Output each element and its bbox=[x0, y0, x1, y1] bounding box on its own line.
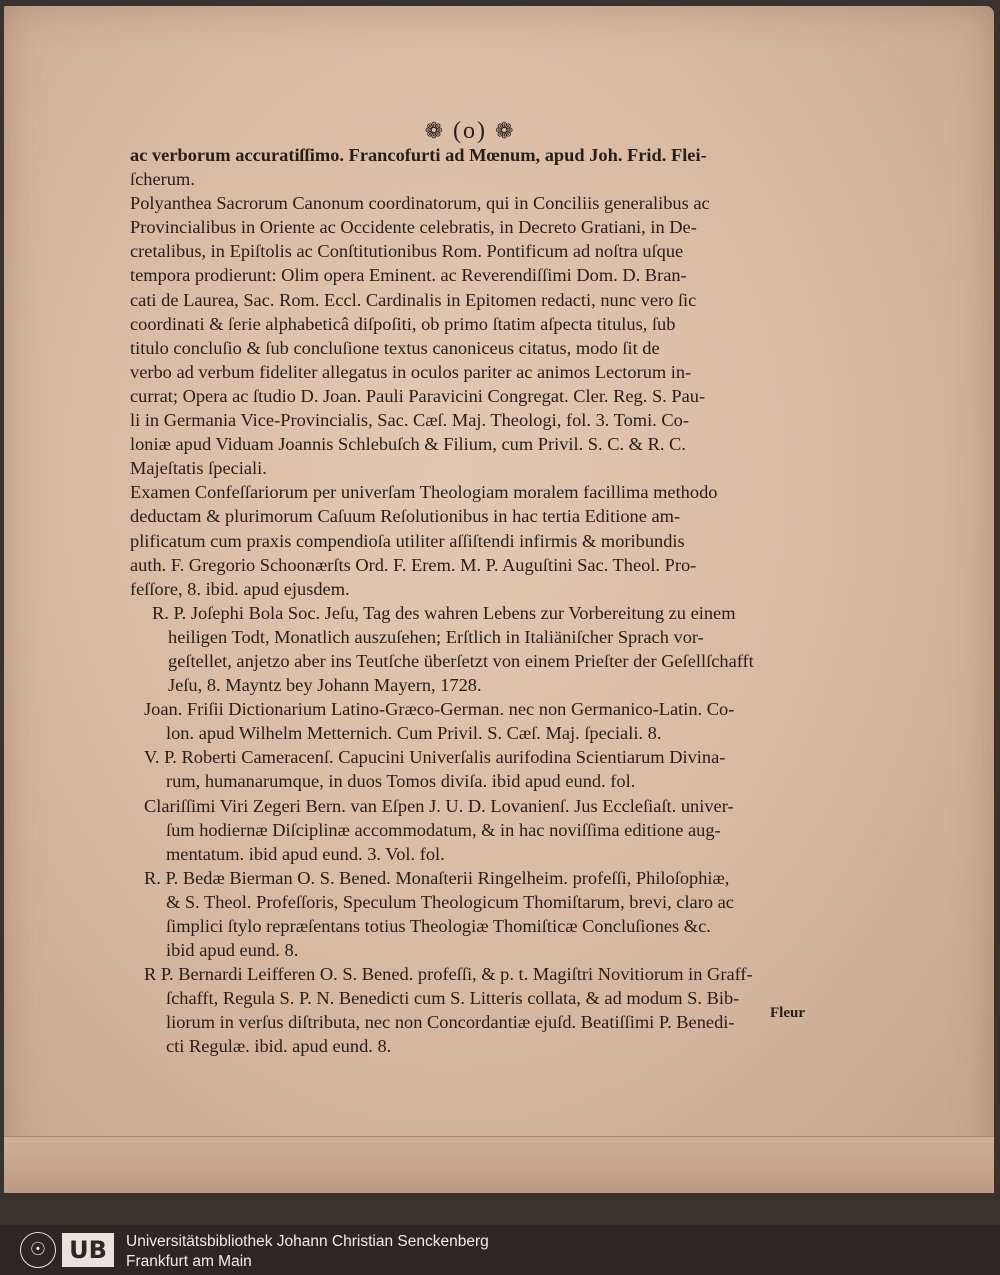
text-line: cretalibus, in Epiſtolis ac Conſtitutionibus Rom. Pontificum ad noſtra uſque bbox=[130, 241, 684, 262]
text-line: loniæ apud Viduam Joannis Schlebuſch & Filium, cum Privil. S. C. & R. C. bbox=[130, 434, 686, 455]
text-line: lon. apud Wilhelm Metternich. Cum Privil. S. Cæſ. Maj. ſpeciali. 8. bbox=[166, 723, 662, 744]
text-line: ſchafft, Regula S. P. N. Benedicti cum S. Litteris collata, & ad modum S. Bib- bbox=[166, 988, 740, 1009]
text-line: R. P. Joſephi Bola Soc. Jeſu, Tag des wahren Lebens zur Vorbereitung zu einem bbox=[152, 602, 736, 623]
text-line: Polyanthea Sacrorum Canonum coordinatorum, qui in Conciliis generalibus ac bbox=[130, 193, 710, 214]
text-line: Clariſſimi Viri Zegeri Bern. van Eſpen J. U. D. Lovanienſ. Jus Eccleſiaſt. univer- bbox=[144, 795, 734, 816]
text-line: Joan. Friſii Dictionarium Latino-Græco-German. nec non Germanico-Latin. Co- bbox=[144, 699, 735, 720]
text-line: liorum in verſus diſtributa, nec non Concordantiæ ejuſd. Beatiſſimi P. Benedi- bbox=[166, 1012, 735, 1033]
library-name[interactable] bbox=[126, 1232, 489, 1272]
library-logo[interactable] bbox=[20, 1231, 115, 1269]
text-line: tempora prodierunt: Olim opera Eminent. ac Reverendiſſimi Dom. D. Bran- bbox=[130, 265, 687, 286]
text-line: ſum hodiernæ Diſciplinæ accommodatum, & in hac noviſſima editione aug- bbox=[166, 819, 721, 840]
text-line: ac verborum accuratiſſimo. Francofurti ad Mœnum, apud Joh. Frid. Flei- bbox=[130, 145, 707, 165]
text-line: mentatum. ibid apud eund. 3. Vol. fol. bbox=[166, 843, 445, 864]
text-line: Jeſu, 8. Mayntz bey Johann Mayern, 1728. bbox=[168, 675, 482, 696]
text-line: rum, humanarumque, in duos Tomos diviſa. ibid apud eund. fol. bbox=[166, 771, 636, 792]
text-line: Provincialibus in Oriente ac Occidente celebratis, in Decreto Gratiani, in De- bbox=[130, 217, 697, 238]
text-line: cti Regulæ. ibid. apud eund. 8. bbox=[166, 1036, 392, 1057]
page-number: (o) bbox=[453, 118, 487, 144]
text-line: verbo ad verbum fideliter allegatus in oculos pariter ac animos Lectorum in- bbox=[130, 361, 692, 382]
ornament-left-icon: ❁ bbox=[424, 118, 445, 143]
text-line: deductam & plurimorum Caſuum Reſolutionibus in hac tertia Editione am- bbox=[130, 506, 681, 527]
seal-icon: ☉ bbox=[20, 1232, 56, 1268]
catchword: Fleur bbox=[770, 1005, 805, 1021]
text-line: currat; Opera ac ſtudio D. Joan. Pauli Paravicini Congregat. Cler. Reg. S. Pau- bbox=[130, 385, 706, 406]
text-line: titulo concluſio & ſub concluſione textus canoniceus citatus, modo ſit de bbox=[130, 337, 660, 358]
ornament-right-icon: ❁ bbox=[494, 118, 516, 143]
text-line: R. P. Bedæ Bierman O. S. Bened. Monaſterii Ringelheim. profeſſi, Philoſophiæ, bbox=[144, 867, 730, 888]
text-line: coordinati & ſerie alphabeticâ diſpoſiti, ob primo ſtatim aſpecta titulus, ſub bbox=[130, 313, 676, 334]
text-line: Examen Confeſſariorum per univerſam Theologiam moralem facillima methodo bbox=[130, 482, 718, 503]
text-line: ſimplici ſtylo repræſentans totius Theologiæ Thomiſticæ Concluſiones &c. bbox=[166, 916, 711, 936]
text-line: & S. Theol. Profeſſoris, Speculum Theologicum Thomiſtarum, brevi, claro ac bbox=[166, 891, 734, 912]
text-line: ſcherum. bbox=[130, 169, 195, 190]
body-text bbox=[130, 143, 820, 1059]
text-line: Majeſtatis ſpeciali. bbox=[130, 458, 267, 479]
text-line: heiligen Todt, Monatlich auszuſehen; Erſtlich in Italiäniſcher Sprach vor- bbox=[168, 626, 704, 647]
text-line: auth. F. Gregorio Schoonærſts Ord. F. Erem. M. P. Auguſtini Sac. Theol. Pro- bbox=[130, 554, 697, 575]
text-line: ibid apud eund. 8. bbox=[166, 940, 299, 961]
text-line: V. P. Roberti Cameracenſ. Capucini Univerſalis aurifodina Scientiarum Divina- bbox=[144, 747, 726, 768]
text-line: li in Germania Vice-Provincialis, Sac. Cæſ. Maj. Theologi, fol. 3. Tomi. Co- bbox=[130, 410, 689, 431]
library-name-line1: Universitätsbibliothek Johann Christian Senckenberg bbox=[126, 1233, 489, 1250]
library-name-line2: Frankfurt am Main bbox=[126, 1253, 252, 1270]
text-line: cati de Laurea, Sac. Rom. Eccl. Cardinalis in Epitomen redacti, nunc vero ſic bbox=[130, 289, 697, 310]
ub-logo-mark: UB bbox=[62, 1233, 114, 1267]
footer-bar bbox=[0, 1225, 1000, 1275]
text-line: geſtellet, anjetzo aber ins Teutſche überſetzt von einem Prieſter der Geſellſchafft bbox=[168, 650, 754, 671]
text-line: plificatum cum praxis compendioſa utiliter aſſiſtendi infirmis & moribundis bbox=[130, 530, 685, 551]
text-line: R P. Bernardi Leifferen O. S. Bened. profeſſi, & p. t. Magiſtri Novitiorum in Graff- bbox=[144, 964, 753, 985]
page-fold bbox=[4, 1136, 994, 1193]
text-line: feſſore, 8. ibid. apud ejusdem. bbox=[130, 578, 350, 599]
